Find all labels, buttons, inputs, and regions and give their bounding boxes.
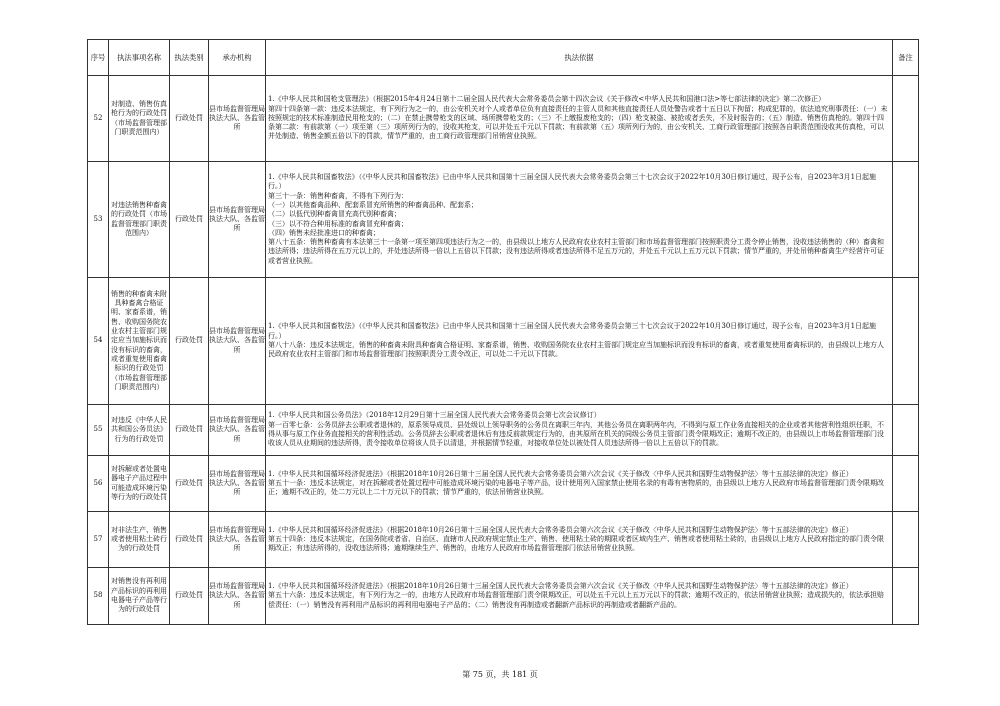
row-basis: [266, 162, 893, 278]
basis-paragraph: 第三十一条：销售种畜禽，不得有下列行为：: [268, 191, 408, 200]
basis-paragraph: 第一百零七条：公务员辞去公职或者退休的，原系领导成员、县处级以上领导职务的公务员在离职三年内，其他公务员在离职两年内，不得到与原工作业务直接相关的企业或者其他营利性组织任职，不得从事与原工作业务直接相关的营利性活动。公务员辞去公职或者退休后有违反前款规定行为的，由其原所在机关的同级公务员主管部门责令限期改正；逾期不改正的，由县级以上市场监督管理部门没收该人员从业期间的违法所得，责令接收单位将该人员予以清退，并根据情节轻重，对接收单位处以被处罚人员违法所得一倍以上五倍以下的罚款。: [268, 420, 884, 448]
enforcement-table: [87, 39, 919, 625]
row-agency: 县市场监督管理局执法大队、各监管所: [209, 162, 266, 278]
basis-paragraph: 1.《中华人民共和国循环经济促进法》（根据2018年10月26日第十三届全国人民代表大会常务委员会第六次会议《关于修改〈中华人民共和国野生动物保护法〉等十五部法律的决定》修正）: [268, 525, 853, 534]
row-item-name: 对制造、销售仿真枪行为的行政处罚（市场监督管理部门职责范围内）: [109, 76, 170, 162]
row-seq: 54: [88, 278, 109, 405]
row-seq: 52: [88, 76, 109, 162]
basis-paragraph: 1.《中华人民共和国枪支管理法》（根据2015年4月24日第十二届全国人民代表大会常务委员会第十四次会议《关于修改<中华人民共和国港口法>等七部法律的决定》第二次修正）: [268, 95, 826, 104]
basis-paragraph: 第五十六条：违反本法规定，有下列行为之一的，由地方人民政府市场监督管理部门责令限期改正，可以处五千元以上五万元以下的罚款；逾期不改正的，依法吊销营业执照；造成损失的，依法承担赔偿责任：（一）销售没有再利用产品标识的再利用电器电子产品的；（二）销售没有再制造或者翻新产品标识的再制造或者翻新产品的。: [268, 591, 884, 609]
basis-paragraph: 第八十八条：违反本法规定，销售的种畜禽未附具种畜禽合格证明、家畜系谱，销售、收购国务院农业农村主管部门规定应当加施标识而没有标识的畜禽，或者重复使用畜禽标识的，由县级以上地方人民政府农业农村主管部门和市场监督管理部门按照职责分工责令改正，可以处二千元以下罚款。: [268, 341, 884, 359]
basis-paragraph: 第五十四条：违反本法规定，在国务院或者省、自治区、直辖市人民政府规定禁止生产、销售、使用粘土砖的期限或者区域内生产、销售或者使用粘土砖的，由县级以上地方人民政府指定的部门责令限期改正；有违法所得的，没收违法所得；逾期继续生产、销售的，由地方人民政府市场监督管理部门依法吊销营业执照。: [268, 534, 884, 553]
row-seq: 57: [88, 512, 109, 568]
table-row: [88, 76, 919, 162]
row-remarks: [893, 568, 919, 625]
table-row: [88, 278, 919, 405]
basis-paragraph: 第八十五条：销售种畜禽有本法第三十一条第一项至第四项违法行为之一的，由县级以上地方人民政府农业农村主管部门和市场监督管理部门按照职责分工责令停止销售，没收违法销售的（种）畜禽和违法所得；违法所得在五万元以上的，并处违法所得一倍以上五倍以下罚款；没有违法所得或者违法所得不足五万元的，并处五千元以上五万元以下罚款；情节严重的，并处吊销种畜禽生产经营许可证或者营业执照。: [268, 238, 884, 265]
row-remarks: [893, 456, 919, 512]
basis-paragraph: （二）以低代别种畜禽冒充高代别种畜禽；: [268, 210, 401, 219]
row-remarks: [893, 162, 919, 278]
table-row: [88, 456, 919, 512]
page-number: 第 75 页，共 181 页: [462, 670, 538, 679]
table-row: [88, 512, 919, 568]
row-remarks: [893, 512, 919, 568]
row-remarks: [893, 278, 919, 405]
row-basis: [266, 76, 893, 162]
header-category: 执法类别: [170, 40, 209, 76]
row-basis: [266, 568, 893, 625]
header-agency: 承办机构: [209, 40, 266, 76]
basis-paragraph: （一）以其他畜禽品种、配套系冒充所销售的种畜禽品种、配套系；: [268, 200, 478, 209]
basis-paragraph: 第四十四条第一款：违反本法规定，有下列行为之一的，由公安机关对个人或者单位负有直接责任的主管人员和其他直接责任人员处警告或者十五日以下拘留；构成犯罪的，依法追究刑事责任：（一）未按照规定的技术标准制造民用枪支的；（二）在禁止携带枪支的区域、场所携带枪支的；（三）不上缴报废枪支的；（四）枪支被盗、被抢或者丢失，不及时报告的；（五）制造、销售仿真枪的。第四十四条第二款：有前款第（一）项至第（三）项所列行为的，没收其枪支，可以并处五千元以下罚款；有前款第（五）项所列行为的，由公安机关、工商行政管理部门按照各自职责范围没收其仿真枪，可以并处制造、销售金额五倍以下的罚款，情节严重的，由工商行政管理部门吊销营业执照。: [268, 104, 888, 141]
row-item-name: 对拆解或者处置电器电子产品过程中可能造成环境污染等行为的行政处罚: [109, 456, 170, 512]
row-agency: 县市场监督管理局执法大队、各监管所: [209, 278, 266, 405]
row-category: 行政处罚: [170, 278, 209, 405]
row-agency: 县市场监督管理局执法大队、各监管所: [209, 568, 266, 625]
row-remarks: [893, 405, 919, 456]
row-basis: [266, 512, 893, 568]
basis-paragraph: （四）销售未经批准进口的种畜禽；: [268, 228, 380, 237]
table-row: [88, 568, 919, 625]
basis-paragraph: 1.《中华人民共和国畜牧法》（《中华人民共和国畜牧法》已由中华人民共和国第十三届全国人民代表大会常务委员会第三十七次会议于2022年10月30日修订通过，现予公布，自2023年3月1日起施行。）: [268, 322, 877, 340]
header-item-name: 执法事项名称: [109, 40, 170, 76]
row-seq: 58: [88, 568, 109, 625]
row-item-name: 对销售没有再利用产品标识的再利用电器电子产品等行为的行政处罚: [109, 568, 170, 625]
row-item-name: 对非法生产、销售或者使用粘土砖行为的行政处罚: [109, 512, 170, 568]
row-basis: [266, 456, 893, 512]
header-basis: 执法依据: [266, 40, 893, 76]
row-category: 行政处罚: [170, 76, 209, 162]
row-remarks: [893, 76, 919, 162]
row-basis: [266, 278, 893, 405]
table-row: [88, 162, 919, 278]
row-category: 行政处罚: [170, 456, 209, 512]
basis-paragraph: 1.《中华人民共和国循环经济促进法》（根据2018年10月26日第十三届全国人民代表大会常务委员会第六次会议《关于修改〈中华人民共和国野生动物保护法〉等十五部法律的决定》修正）: [268, 582, 853, 591]
row-item-name: 销售的种畜禽未附具种畜禽合格证明、家畜系谱，销售、收购国务院农业农村主管部门规定应当加施标识而没有标识的畜禽，或者重复使用畜禽标识的行政处罚（市场监督管理部门职责范围内）: [109, 278, 170, 405]
basis-paragraph: 第五十一条：违反本法规定，对在拆解或者处置过程中可能造成环境污染的电器电子等产品，设计使用列入国家禁止使用名录的有毒有害物质的，由县级以上地方人民政府市场监督管理部门责令限期改正；逾期不改正的，处二万元以上二十万元以下的罚款；情节严重的，依法吊销营业执照。: [268, 478, 884, 497]
row-agency: 县市场监督管理局执法大队、各监管所: [209, 512, 266, 568]
header-row: [88, 40, 919, 76]
row-seq: 53: [88, 162, 109, 278]
row-basis: [266, 405, 893, 456]
row-category: 行政处罚: [170, 162, 209, 278]
row-seq: 55: [88, 405, 109, 456]
header-seq: 序号: [88, 40, 109, 76]
header-remarks: 备注: [893, 40, 919, 76]
basis-paragraph: （三）以不符合种用标准的畜禽冒充种畜禽；: [268, 219, 408, 228]
row-item-name: 对违反《中华人民共和国公务员法》行为的行政处罚: [109, 405, 170, 456]
row-agency: 县市场监督管理局执法大队、各监管所: [209, 405, 266, 456]
row-seq: 56: [88, 456, 109, 512]
row-category: 行政处罚: [170, 512, 209, 568]
basis-paragraph: 1.《中华人民共和国循环经济促进法》（根据2018年10月26日第十三届全国人民代表大会常务委员会第六次会议《关于修改〈中华人民共和国野生动物保护法〉等十五部法律的决定》修正）: [268, 469, 853, 478]
row-agency: 县市场监督管理局执法大队、各监管所: [209, 76, 266, 162]
row-category: 行政处罚: [170, 568, 209, 625]
table-row: [88, 405, 919, 456]
row-category: 行政处罚: [170, 405, 209, 456]
table-body: [88, 76, 919, 625]
row-agency: 县市场监督管理局执法大队、各监管所: [209, 456, 266, 512]
basis-paragraph: 1.《中华人民共和国公务员法》（2018年12月29日第十三届全国人民代表大会常务委员会第七次会议修订）: [268, 411, 601, 420]
row-item-name: 对违法销售种畜禽的行政处罚（市场监督管理部门职责范围内）: [109, 162, 170, 278]
basis-paragraph: 1.《中华人民共和国畜牧法》（《中华人民共和国畜牧法》已由中华人民共和国第十三届全国人民代表大会常务委员会第三十七次会议于2022年10月30日修订通过，现予公布，自2023年3月1日起施行。）: [268, 173, 877, 191]
